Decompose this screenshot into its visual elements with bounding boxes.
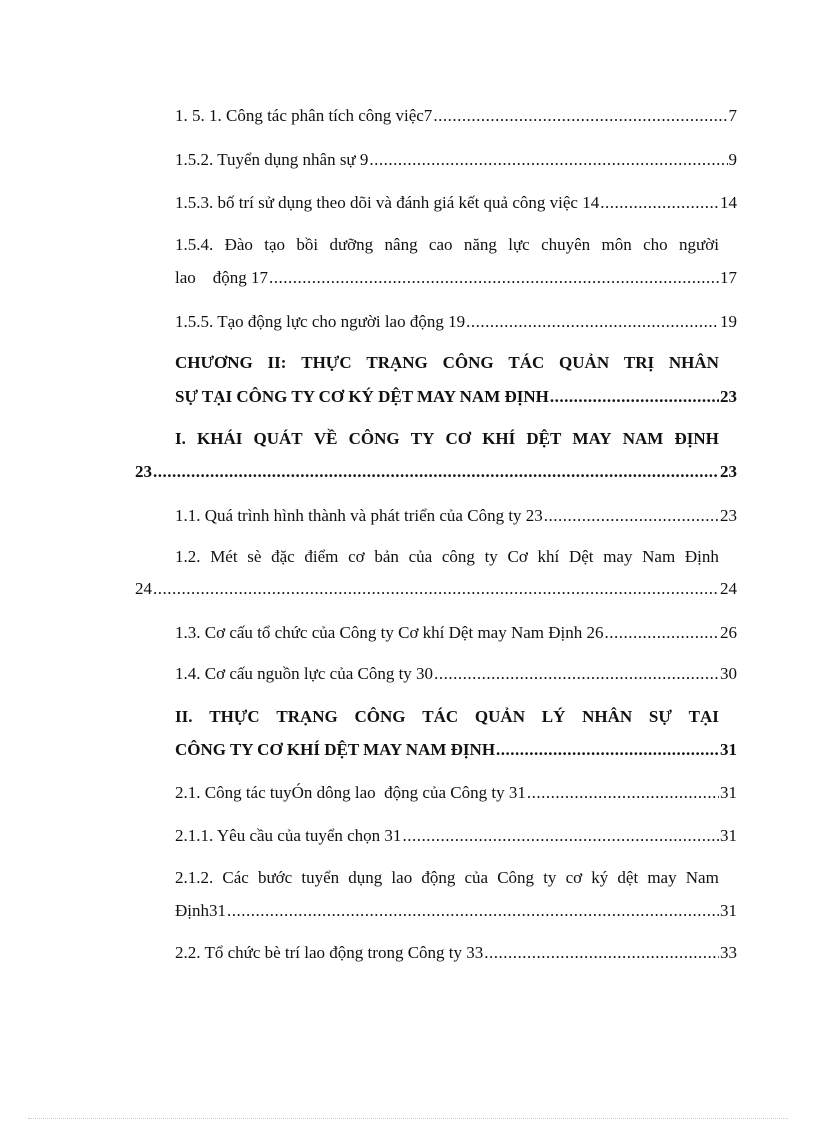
toc-entry-2-1[interactable] xyxy=(175,782,737,804)
toc-word: dệt xyxy=(617,868,639,887)
toc-entry-title: CÔNG TY CƠ KHÍ DỆT MAY NAM ĐỊNH xyxy=(175,740,496,759)
toc-entry-1-2-line1[interactable] xyxy=(175,546,719,568)
toc-word: CƠ xyxy=(445,429,472,448)
toc-page-number: 31 xyxy=(720,783,737,802)
toc-word: 2.1.2. xyxy=(175,868,214,887)
toc-word: QUÁT xyxy=(253,429,303,448)
toc-word: may xyxy=(603,547,633,566)
toc-word: đặc xyxy=(271,547,295,566)
toc-word: TRẠNG xyxy=(366,353,428,372)
toc-page-number: 24 xyxy=(720,579,737,598)
toc-entry-title: 1.3. Cơ cấu tổ chức của Công ty Cơ khí Dệt may Nam Định 26 xyxy=(175,623,604,642)
toc-word: tuyển xyxy=(301,868,340,887)
toc-word: Nam xyxy=(685,868,719,887)
toc-leader-dots xyxy=(433,105,727,127)
toc-leader-dots xyxy=(550,386,719,408)
toc-leader-dots xyxy=(153,461,719,483)
toc-entry-title: lao động 17 xyxy=(175,268,269,287)
toc-word: ty xyxy=(484,547,498,566)
toc-word: ty xyxy=(543,868,557,887)
toc-word: TẠI xyxy=(688,707,719,726)
toc-word: KHÁI xyxy=(197,429,243,448)
toc-entry-2-1-1[interactable] xyxy=(175,825,737,847)
toc-leader-dots xyxy=(496,739,719,761)
toc-word: NAM xyxy=(622,429,664,448)
toc-word: ĐỊNH xyxy=(674,429,719,448)
toc-word: II: xyxy=(267,353,287,372)
toc-entry-1-5-4-line1[interactable] xyxy=(175,234,719,256)
toc-page-number: 23 xyxy=(720,462,737,481)
toc-entry-title: 1.5.3. bố trí sử dụng theo dõi và đánh giá kết quả công việc 14 xyxy=(175,193,600,212)
toc-word: Nam xyxy=(642,547,676,566)
toc-leader-dots xyxy=(544,505,719,527)
toc-word: Đào xyxy=(224,235,253,254)
toc-word: VỀ xyxy=(313,429,338,448)
toc-page-number: 9 xyxy=(728,150,737,169)
toc-word: CÔNG xyxy=(354,707,406,726)
toc-entry-title: 24 xyxy=(135,579,152,598)
toc-word: MAY xyxy=(572,429,612,448)
toc-word: may xyxy=(647,868,677,887)
toc-word: động xyxy=(421,868,456,887)
toc-leader-dots xyxy=(153,578,719,600)
toc-word: bản xyxy=(374,547,399,566)
toc-page-number: 7 xyxy=(728,106,737,125)
toc-word: bồi xyxy=(296,235,319,254)
toc-page-number: 26 xyxy=(720,623,737,642)
toc-section-II-line2[interactable] xyxy=(175,739,737,761)
toc-leader-dots xyxy=(466,311,719,333)
toc-page-number: 33 xyxy=(720,943,737,962)
toc-word: sè xyxy=(247,547,262,566)
toc-entry-1-3[interactable] xyxy=(175,622,737,644)
toc-page-number: 31 xyxy=(720,740,737,759)
toc-leader-dots xyxy=(269,267,719,289)
toc-word: NHÂN xyxy=(668,353,719,372)
toc-entry-1-5-5[interactable] xyxy=(175,311,737,333)
toc-word: TÁC xyxy=(508,353,545,372)
toc-word: TY xyxy=(410,429,435,448)
toc-word: Định xyxy=(684,547,719,566)
toc-chapter-2-line2[interactable] xyxy=(175,386,737,408)
toc-word: chuyên xyxy=(541,235,591,254)
toc-page-number: 17 xyxy=(720,268,737,287)
toc-entry-title: 1. 5. 1. Công tác phân tích công việc7 xyxy=(175,106,433,125)
toc-word: điểm xyxy=(304,547,339,566)
toc-entry-2-1-2-line1[interactable] xyxy=(175,867,719,889)
toc-word: THỰC xyxy=(209,707,260,726)
toc-word: nâng xyxy=(384,235,418,254)
toc-word: TÁC xyxy=(422,707,459,726)
toc-word: Các xyxy=(222,868,249,887)
toc-word: QUẢN xyxy=(559,353,610,372)
toc-section-II-line1[interactable] xyxy=(175,706,719,728)
toc-word: NHÂN xyxy=(582,707,633,726)
toc-leader-dots xyxy=(369,149,727,171)
toc-word: cho xyxy=(643,235,668,254)
toc-word: cao xyxy=(428,235,453,254)
toc-entry-title: 23 xyxy=(135,462,152,481)
toc-entry-title: 2.2. Tổ chức bè trí lao động trong Công ty 33 xyxy=(175,943,484,962)
toc-entry-title: SỰ TẠI CÔNG TY CƠ KÝ DỆT MAY NAM ĐỊNH xyxy=(175,387,549,406)
toc-entry-1-5-4-line2[interactable] xyxy=(175,267,737,289)
toc-word: THỰC xyxy=(301,353,352,372)
toc-page-number: 19 xyxy=(720,312,737,331)
toc-entry-title: 2.1.1. Yêu cầu của tuyển chọn 31 xyxy=(175,826,402,845)
toc-section-I-line1[interactable] xyxy=(175,428,719,450)
toc-word: TRỊ xyxy=(623,353,655,372)
toc-entry-1-2-line2[interactable] xyxy=(135,578,737,600)
toc-entry-title: 1.5.5. Tạo động lực cho người lao động 19 xyxy=(175,312,466,331)
toc-leader-dots xyxy=(484,942,719,964)
toc-page-number: 23 xyxy=(720,506,737,525)
toc-word: I. xyxy=(175,429,186,448)
toc-word: công xyxy=(441,547,475,566)
toc-leader-dots xyxy=(402,825,719,847)
toc-word: Công xyxy=(497,868,535,887)
toc-leader-dots xyxy=(434,663,719,685)
toc-word: của xyxy=(408,547,433,566)
toc-page-number: 31 xyxy=(720,901,737,920)
toc-word: CÔNG xyxy=(348,429,400,448)
toc-word: KHÍ xyxy=(482,429,516,448)
toc-word: cơ xyxy=(565,868,583,887)
toc-word: Cơ xyxy=(507,547,528,566)
toc-leader-dots xyxy=(605,622,719,644)
toc-word: II. xyxy=(175,707,193,726)
toc-word: lực xyxy=(508,235,530,254)
toc-entry-title: 1.1. Quá trình hình thành và phát triển của Công ty 23 xyxy=(175,506,543,525)
toc-word: môn xyxy=(601,235,632,254)
toc-entry-title: 1.4. Cơ cấu nguồn lực của Công ty 30 xyxy=(175,664,434,683)
toc-word: cơ xyxy=(348,547,365,566)
toc-word: LÝ xyxy=(541,707,566,726)
toc-word: 1.2. xyxy=(175,547,201,566)
toc-word: người xyxy=(678,235,719,254)
toc-word: khí xyxy=(537,547,560,566)
toc-word: Dệt xyxy=(568,547,594,566)
page-bottom-divider xyxy=(28,1118,788,1119)
toc-leader-dots xyxy=(227,900,719,922)
toc-word: CHƯƠNG xyxy=(175,353,253,372)
toc-leader-dots xyxy=(600,192,719,214)
toc-entry-1-4[interactable] xyxy=(175,663,737,685)
toc-entry-1-5-2[interactable] xyxy=(175,149,737,171)
toc-word: 1.5.4. xyxy=(175,235,214,254)
toc-entry-title: Định31 xyxy=(175,901,226,920)
toc-word: TRẠNG xyxy=(276,707,338,726)
toc-word: DỆT xyxy=(526,429,562,448)
toc-entry-title: 2.1. Công tác tuyÓn dông lao động của Công ty 31 xyxy=(175,783,526,802)
toc-page-number: 31 xyxy=(720,826,737,845)
toc-word: Mét xyxy=(210,547,238,566)
toc-entry-2-2[interactable] xyxy=(175,942,737,964)
toc-page-number: 14 xyxy=(720,193,737,212)
toc-entry-title: 1.5.2. Tuyển dụng nhân sự 9 xyxy=(175,150,369,169)
toc-word: dụng xyxy=(348,868,383,887)
toc-word: ký xyxy=(591,868,609,887)
toc-word: năng xyxy=(463,235,497,254)
toc-word: CÔNG xyxy=(442,353,494,372)
toc-entry-1-5-1[interactable] xyxy=(175,105,737,127)
toc-entry-2-1-2-line2[interactable] xyxy=(175,900,737,922)
toc-leader-dots xyxy=(527,782,719,804)
toc-entry-1-1[interactable] xyxy=(175,505,737,527)
toc-word: tạo xyxy=(264,235,286,254)
toc-word: SỰ xyxy=(648,707,672,726)
toc-word: bước xyxy=(257,868,293,887)
toc-word: QUẢN xyxy=(474,707,525,726)
toc-word: của xyxy=(464,868,489,887)
toc-chapter-2-line1[interactable] xyxy=(175,352,719,374)
toc-word: lao xyxy=(391,868,413,887)
toc-section-I-line2[interactable] xyxy=(135,461,737,483)
toc-page-number: 30 xyxy=(720,664,737,683)
toc-page-number: 23 xyxy=(720,387,737,406)
toc-word: dưỡng xyxy=(329,235,374,254)
toc-entry-1-5-3[interactable] xyxy=(175,192,737,214)
